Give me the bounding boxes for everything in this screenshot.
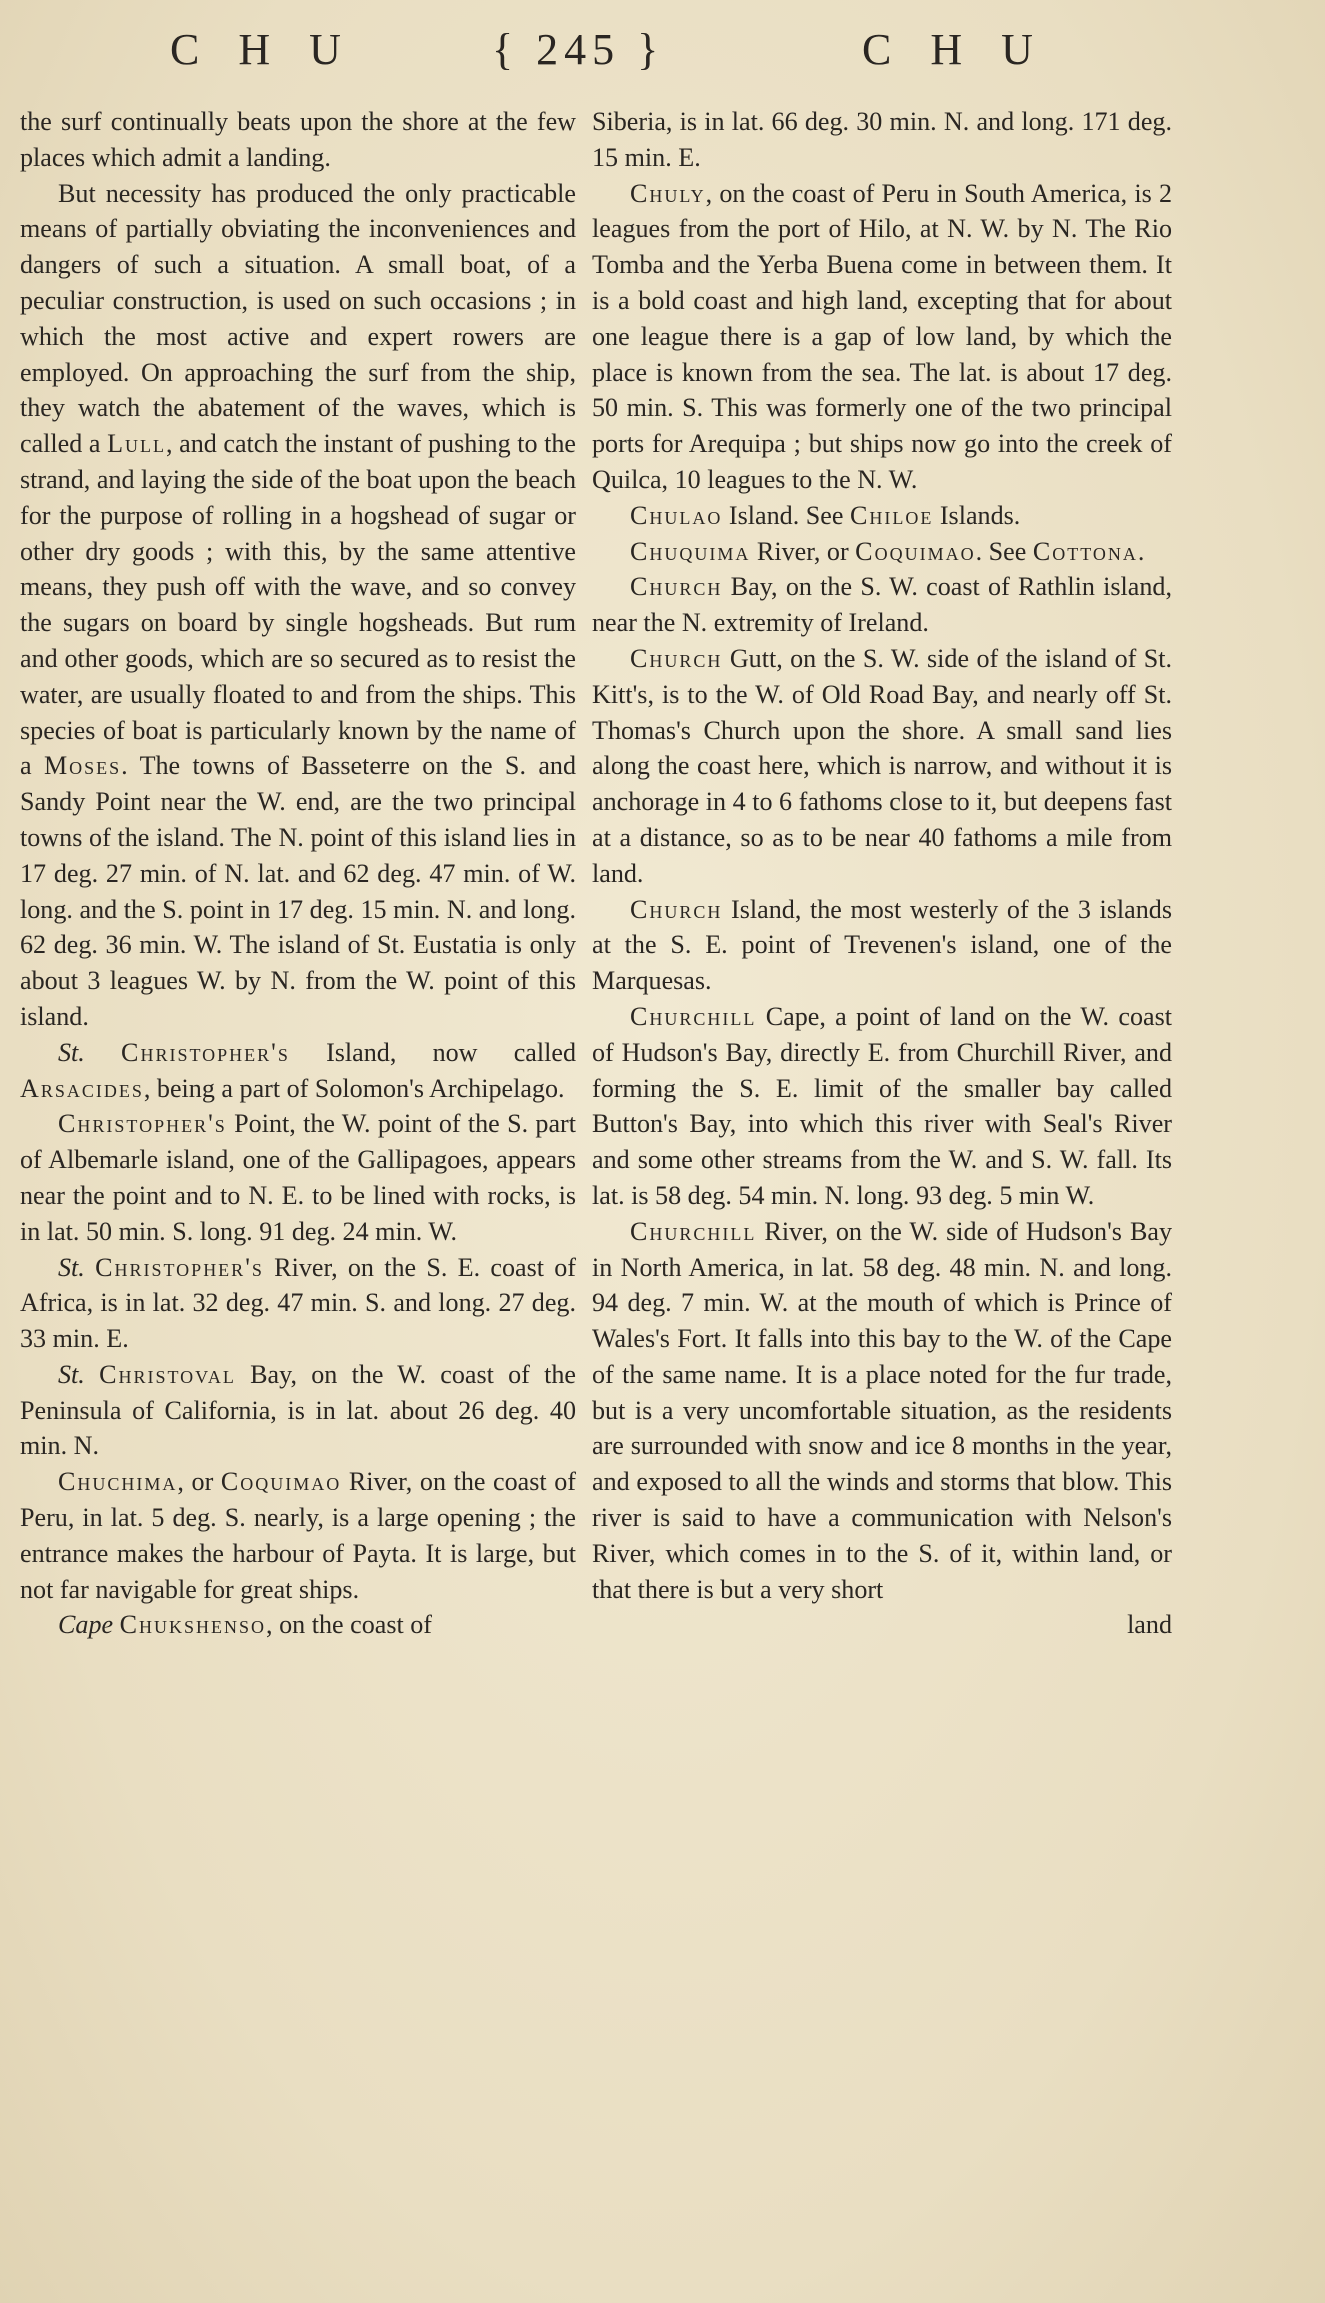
- entry-st-christoval-bay: [20, 1357, 576, 1464]
- entry-chuquima: [592, 534, 1172, 570]
- left-column: [20, 104, 576, 1643]
- term-chiloe: Chiloe: [849, 500, 934, 530]
- entry-cape-chukshenso: [20, 1607, 576, 1643]
- right-column: [592, 104, 1172, 1643]
- entry-text: River, on the coast of Peru, in lat. 5 deg. S. nearly, is a large opening ; the entrance makes the harbour of Payta. It is large, but not far navigable for great ships.: [20, 1467, 576, 1604]
- entry-church-gutt: [592, 641, 1172, 892]
- entry-text: River, on the S. E. coast of Africa, is in lat. 32 deg. 47 min. S. and long. 27 deg. 33 min. E.: [20, 1252, 576, 1354]
- entry-headword: Chuchima: [58, 1467, 178, 1497]
- entry-headword: Churchill: [630, 1001, 757, 1031]
- entry-headword: Christopher's: [121, 1037, 290, 1067]
- entry-text: , on the coast of: [266, 1610, 432, 1640]
- entry-prefix: Cape: [58, 1610, 114, 1640]
- entry-headword: Church: [630, 572, 723, 602]
- entry-text: , or: [177, 1467, 214, 1497]
- entry-text: River, or: [750, 536, 849, 566]
- entry-headword: Chuly: [630, 178, 706, 208]
- entry-headword: Churchill: [630, 1216, 757, 1246]
- entry-text: , being a part of Solomon's Archipelago.: [143, 1073, 565, 1103]
- entry-st-christophers-island: [20, 1035, 576, 1107]
- entry-text: Bay, on the W. coast of the Peninsula of California, is in lat. about 26 deg. 40 min. N.: [20, 1359, 576, 1461]
- catchword: land: [1127, 1610, 1172, 1640]
- entry-st-christophers-river: [20, 1250, 576, 1357]
- entry-churchill-river: [592, 1214, 1172, 1608]
- entry-prefix: St.: [58, 1252, 85, 1282]
- text: , and catch the instant of pushing to the strand, and laying the side of the boat upon the beach for the purpose of rolling in a hogshead of sugar or other dry goods ; with this, by the same attentive means, they push off with the wave, and so convey the sugars on board by single hogsheads. But rum and other goods, which are so secured as to resist the water, are usually floated to and from the ships. This species of boat is particularly known by the name of a: [20, 429, 576, 781]
- paragraph-surf-boats: [20, 176, 576, 1035]
- page-number: { 245 }: [492, 25, 665, 74]
- entry-text: Island, the most westerly of the 3 islands at the S. E. point of Trevenen's island, one of the Marquesas.: [592, 894, 1172, 996]
- entry-chuly: [592, 176, 1172, 498]
- entry-headword: Church: [630, 894, 723, 924]
- entry-headword: Christopher's: [58, 1109, 227, 1139]
- entry-christophers-point: [20, 1106, 576, 1249]
- term-lull: Lull: [107, 429, 166, 459]
- entry-prefix: St.: [58, 1037, 85, 1067]
- entry-text: Island. See: [722, 500, 844, 530]
- term-moses: Moses: [43, 751, 122, 781]
- paragraph-continued: the surf continually beats upon the shore at the few places which admit a landing.: [20, 107, 576, 172]
- paragraph-continued: Siberia, is in lat. 66 deg. 30 min. N. and long. 171 deg. 15 min. E.: [592, 107, 1172, 172]
- entry-text: Gutt, on the S. W. side of the island of St. Kitt's, is to the W. of Old Road Bay, and nearly off St. Thomas's Church upon the shore. A small sand lies along the coast here, which is narrow, and without it is anchorage in 4 to 6 fathoms close to it, but deepens fast at a distance, so as to be near 40 fathoms a mile from land.: [592, 643, 1172, 888]
- entry-chulao: [592, 498, 1172, 534]
- entry-church-bay: [592, 569, 1172, 641]
- entry-church-island: [592, 892, 1172, 999]
- running-header: [0, 24, 1325, 84]
- entry-text: , on the coast of Peru in South America, is 2 leagues from the port of Hilo, at N. W. by N. The Rio Tomba and the Yerba Buena come in between them. It is a bold coast and high land, excepting that for about one league there is a gap of low land, by which the place is known from the sea. The lat. is about 17 deg. 50 min. S. This was formerly one of the two principal ports for Arequipa ; but ships now go into the creek of Quilca, 10 leagues to the N. W.: [592, 178, 1172, 494]
- entry-text: Islands.: [933, 500, 1021, 530]
- entry-text: . See: [975, 536, 1027, 566]
- text: But necessity has produced the only practicable means of partially obviating the inconveniences and dangers of such a situation. A small boat, of a peculiar construction, is used on such occasions ; in which the most active and expert rowers are employed. On approaching the surf from the ship, they watch the abatement of the waves, which is called a: [20, 178, 576, 459]
- entry-text: Island, now called: [289, 1037, 577, 1067]
- term-coquimao: Coquimao: [855, 536, 976, 566]
- entry-text: River, on the W. side of Hudson's Bay in North America, in lat. 58 deg. 48 min. N. and long. 94 deg. 7 min. W. at the mouth of which is Prince of Wales's Fort. It falls into this bay to the W. of the Cape of the same name. It is a place noted for the fur trade, but is a very uncomfortable situation, as the residents are surrounded with snow and ice 8 months in the year, and exposed to all the winds and storms that blow. This river is said to have a communication with Nelson's River, which comes in to the S. of it, within land, or that there is but a very short: [592, 1216, 1172, 1604]
- entry-text: Bay, on the S. W. coast of Rathlin island, near the N. extremity of Ireland.: [592, 572, 1172, 638]
- entry-headword: Christopher's: [95, 1252, 264, 1282]
- header-left: C H U: [170, 25, 355, 74]
- term-arsacides: Arsacides: [20, 1073, 144, 1103]
- entry-headword: Church: [630, 643, 723, 673]
- entry-text: Point, the W. point of the S. part of Albemarle island, one of the Gallipagoes, appears near the point and to N. E. to be lined with rocks, is in lat. 50 min. S. long. 91 deg. 24 min. W.: [20, 1109, 576, 1246]
- header-right: C H U: [862, 25, 1047, 74]
- entry-churchill-cape: [592, 999, 1172, 1214]
- entry-headword: Chukshenso: [119, 1610, 267, 1640]
- entry-headword: Chulao: [630, 500, 723, 530]
- entry-headword: Christoval: [99, 1359, 236, 1389]
- entry-text: .: [1137, 536, 1145, 566]
- entry-chuchima: [20, 1464, 576, 1607]
- entry-prefix: St.: [58, 1359, 85, 1389]
- entry-text: Cape, a point of land on the W. coast of Hudson's Bay, directly E. from Churchill River, and forming the S. E. limit of the smaller bay called Button's Bay, into which this river with Seal's River and some other streams from the W. and S. W. fall. Its lat. is 58 deg. 54 min. N. long. 93 deg. 5 min W.: [592, 1001, 1172, 1210]
- term-coquimao: Coquimao: [220, 1467, 342, 1497]
- text: . The towns of Basseterre on the S. and Sandy Point near the W. end, are the two principal towns of the island. The N. point of this island lies in 17 deg. 27 min. of N. lat. and 62 deg. 47 min. of W. long. and the S. point in 17 deg. 15 min. N. and long. 62 deg. 36 min. W. The island of St. Eustatia is only about 3 leagues W. by N. from the W. point of this island.: [20, 751, 576, 1031]
- entry-headword: Chuquima: [630, 536, 751, 566]
- term-cottona: Cottona: [1032, 536, 1138, 566]
